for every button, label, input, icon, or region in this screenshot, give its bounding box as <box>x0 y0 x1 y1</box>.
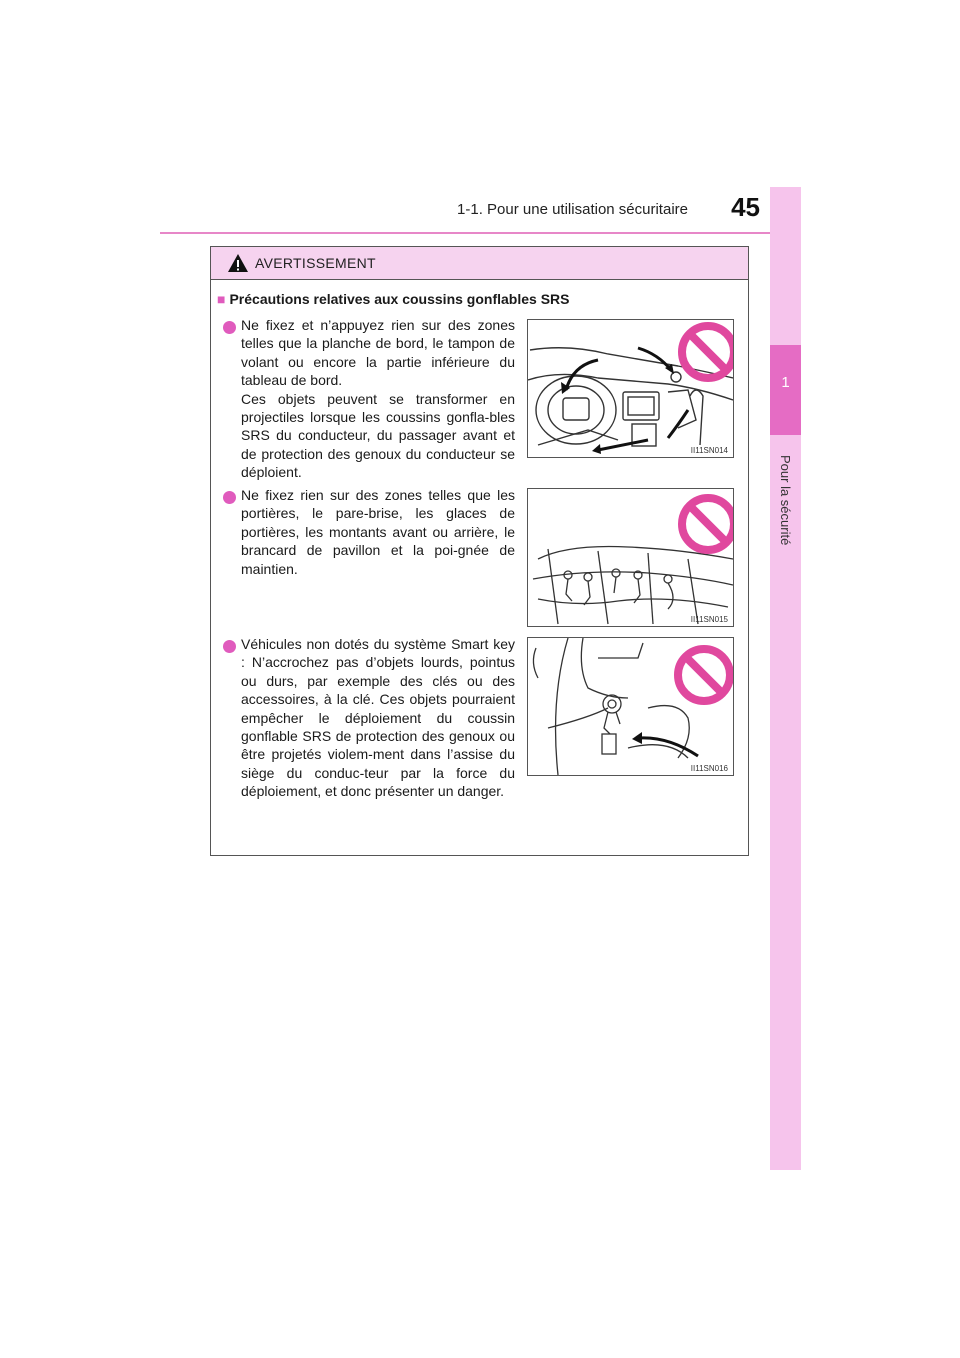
bullet-icon <box>223 321 236 334</box>
header-rule <box>160 232 800 234</box>
list-item-1-text-2: Ces objets peuvent se transformer en projectiles lorsque les coussins gonfla-bles SRS du conducteur, du passager avant et de protection des genoux du conducteur se déploient. <box>241 390 515 481</box>
page-number: 45 <box>731 192 760 222</box>
figure-code: II11SN015 <box>690 615 728 624</box>
prohibition-icon <box>682 498 733 550</box>
list-item-2: Ne fixez rien sur des zones telles que les portières, le pare-brise, les glaces de portières, les montants avant ou arrière, le brancard de pavillon et la poi-gnée de maintien. <box>241 487 515 577</box>
section-title-text: Précautions relatives aux coussins gonflables SRS <box>229 291 570 307</box>
square-bullet-icon: ■ <box>217 291 226 307</box>
chapter-tab <box>770 187 801 1170</box>
list-item-1 <box>241 316 515 482</box>
figure-dashboard <box>527 319 734 458</box>
figure-code: II11SN014 <box>690 446 728 455</box>
chapter-number: 1 <box>781 374 790 391</box>
bullet-icon <box>223 491 236 504</box>
prohibition-icon <box>682 326 733 378</box>
figure-key <box>527 637 734 776</box>
chapter-label: Pour la sécurité <box>778 455 793 546</box>
bullet-icon <box>223 640 236 653</box>
prohibition-icon <box>678 649 730 701</box>
list-item-3: Véhicules non dotés du système Smart key : N’accrochez pas d’objets lourds, pointus ou durs, par exemple des clés ou des accessoires, à la clé. Ces objets pourraient empêcher le déploiement du coussin gonflable SRS de protection des genoux ou être projetés violem-ment dans l’assise du siège du conduc-teur par la force du déploiement, et donc présenter un danger. <box>241 636 515 800</box>
section-title <box>217 291 569 307</box>
figure-headliner <box>527 488 734 627</box>
running-header: 1-1. Pour une utilisation sécuritaire <box>457 201 688 218</box>
warning-triangle-icon <box>227 253 249 273</box>
figure-code: II11SN016 <box>690 764 728 773</box>
warning-box <box>210 246 749 856</box>
key-illustration <box>528 638 733 775</box>
warning-label: AVERTISSEMENT <box>255 255 376 271</box>
headliner-illustration <box>528 489 733 626</box>
list-item-1-text: Ne fixez et n’appuyez rien sur des zones telles que la planche de bord, le tampon de volant ou encore la partie inférieure du tableau de bord. <box>241 317 515 389</box>
warning-header <box>211 247 748 280</box>
dashboard-illustration <box>528 320 733 457</box>
